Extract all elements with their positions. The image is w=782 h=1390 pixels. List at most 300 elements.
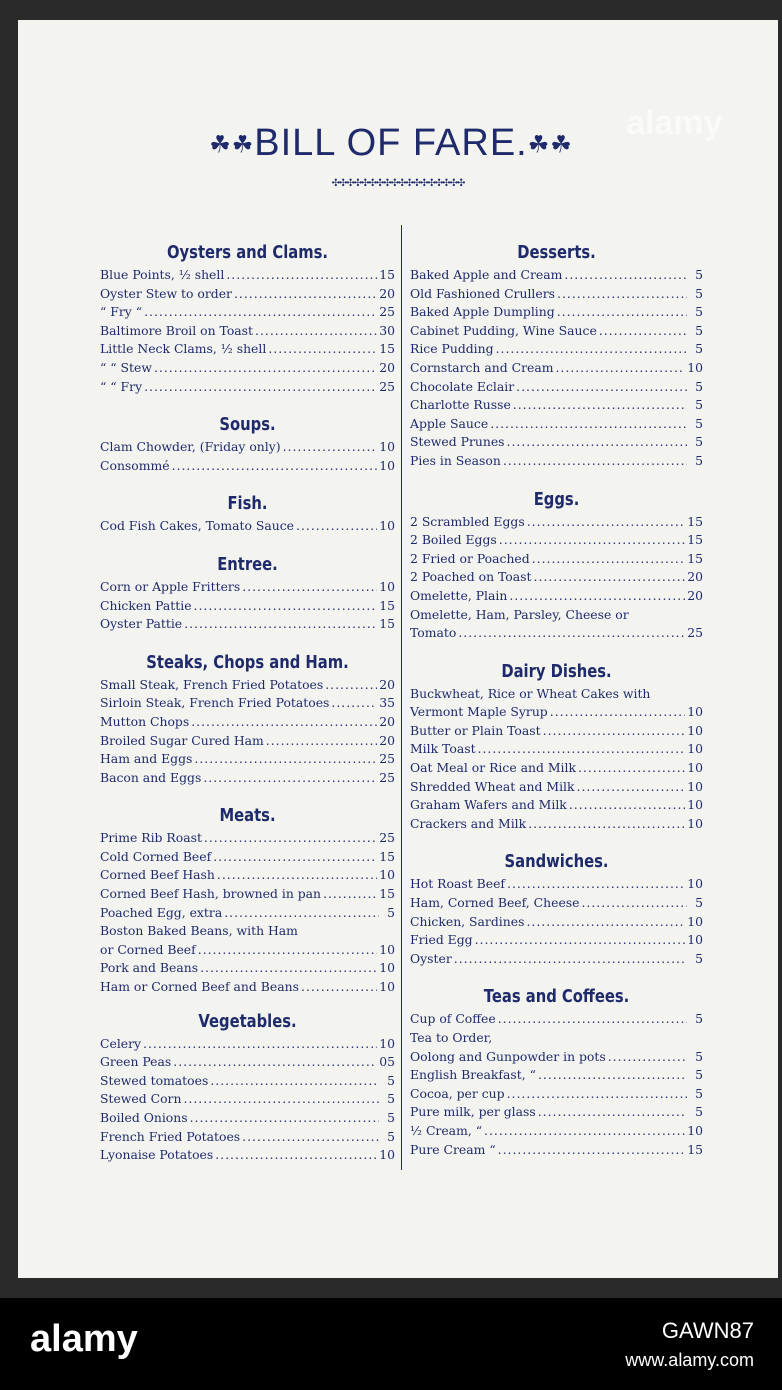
item-price: 10	[379, 518, 395, 534]
leader-dots	[194, 750, 377, 769]
item-name: Ham and Eggs	[100, 751, 193, 767]
menu-item	[100, 597, 395, 616]
watermark: alamy	[626, 104, 723, 142]
item-name: Corn or Apple Fritters	[100, 578, 241, 594]
item-price: 15	[379, 616, 395, 632]
leader-dots	[234, 285, 377, 304]
item-name: Cabinet Pudding, Wine Sauce	[410, 322, 597, 338]
leader-dots	[528, 815, 685, 834]
item-name: Buckwheat, Rice or Wheat Cakes with	[410, 685, 651, 701]
item-name: Prime Rib Roast	[100, 830, 202, 846]
item-price: 5	[695, 895, 703, 911]
item-name: English Breakfast, “	[410, 1067, 536, 1083]
item-price: 5	[695, 452, 703, 468]
item-price: 10	[379, 1147, 395, 1163]
menu-item	[410, 1029, 703, 1048]
menu-item	[100, 885, 395, 904]
leader-dots	[513, 396, 687, 415]
item-price: 15	[379, 267, 395, 282]
menu-item	[100, 866, 395, 885]
item-name: Chicken Pattie	[100, 597, 192, 613]
item-price: 15	[379, 886, 395, 902]
leader-dots	[204, 829, 377, 848]
item-price: 5	[387, 1128, 395, 1144]
clover-ornament-icon: ☘☘	[527, 131, 573, 159]
leader-dots	[581, 894, 687, 913]
item-price: 10	[687, 1122, 703, 1138]
leader-dots	[534, 568, 686, 587]
site-url: www.alamy.com	[625, 1350, 754, 1370]
item-name: Ham or Corned Beef and Beans	[100, 979, 299, 995]
menu-item	[410, 1141, 703, 1160]
item-name: Pure milk, per glass	[410, 1104, 536, 1120]
leader-dots	[191, 713, 377, 732]
item-name: Cold Corned Beef	[100, 848, 212, 864]
menu-item	[410, 759, 703, 778]
item-price: 05	[379, 1054, 395, 1070]
item-price: 5	[387, 1091, 395, 1107]
menu-item	[100, 732, 395, 751]
menu-item	[410, 452, 703, 471]
leader-dots	[301, 978, 377, 997]
menu-item	[410, 740, 703, 759]
item-price: 10	[687, 932, 703, 948]
section-heading: Teas and Coffees.	[483, 986, 630, 1008]
menu-item	[410, 1122, 703, 1141]
item-name: Pork and Beans	[100, 960, 199, 976]
leader-dots	[496, 340, 687, 359]
menu-item	[100, 978, 395, 997]
leader-dots	[154, 359, 377, 378]
leader-dots	[499, 531, 685, 550]
item-name: Butter or Plain Toast	[410, 722, 541, 738]
item-price: 5	[387, 1110, 395, 1125]
item-name: Bacon and Eggs	[100, 769, 202, 785]
menu-item	[410, 1085, 703, 1104]
leader-dots	[507, 875, 685, 894]
item-price: 15	[379, 597, 395, 613]
menu-item	[410, 322, 703, 341]
item-name: “ “ Stew	[100, 359, 152, 375]
leader-dots	[516, 378, 687, 397]
item-name: Fried Egg	[410, 932, 473, 948]
menu-item	[410, 796, 703, 815]
menu-item	[410, 875, 703, 894]
item-name: Broiled Sugar Cured Ham	[100, 732, 264, 748]
leader-dots	[173, 1053, 377, 1072]
menu-item	[410, 703, 703, 722]
leader-dots	[490, 415, 687, 434]
item-name: Baked Apple Dumpling	[410, 304, 555, 320]
menu-item	[100, 922, 395, 941]
leader-dots	[325, 676, 377, 695]
leader-dots	[266, 732, 377, 751]
item-price: 5	[695, 285, 703, 301]
section-heading: Fish.	[227, 493, 268, 515]
item-price: 10	[687, 722, 703, 738]
title-text: BILL OF FARE.	[254, 122, 528, 164]
menu-item	[100, 615, 395, 634]
menu-item	[100, 941, 395, 960]
item-name: Cod Fish Cakes, Tomato Sauce	[100, 518, 294, 534]
menu-item	[410, 266, 703, 285]
leader-dots	[331, 694, 377, 713]
menu-item	[100, 1128, 395, 1147]
menu-item	[410, 513, 703, 532]
menu-item	[100, 904, 395, 923]
item-price: 15	[687, 513, 703, 529]
item-price: 10	[379, 1035, 395, 1051]
item-price: 5	[695, 322, 703, 338]
item-price: 5	[695, 415, 703, 431]
menu-item	[410, 587, 703, 606]
item-name: Cup of Coffee	[410, 1011, 496, 1027]
leader-dots	[190, 1109, 379, 1128]
leader-dots	[498, 1010, 687, 1029]
image-id: GAWN87	[661, 1318, 754, 1343]
menu-item	[100, 848, 395, 867]
leader-dots	[213, 848, 377, 867]
item-name: ½ Cream, “	[410, 1122, 483, 1138]
leader-dots	[215, 1146, 377, 1165]
item-price: 10	[687, 741, 703, 757]
item-price: 5	[695, 304, 703, 320]
leader-dots	[527, 513, 686, 532]
item-price: 15	[687, 550, 703, 566]
menu-section	[410, 240, 703, 471]
leader-dots	[198, 941, 377, 960]
menu-item	[100, 438, 395, 457]
leader-dots	[255, 322, 377, 341]
item-price: 20	[379, 359, 395, 375]
leader-dots	[144, 303, 377, 322]
item-name: Charlotte Russe	[410, 397, 511, 413]
menu-item	[100, 322, 395, 341]
item-name: Hot Roast Beef	[410, 876, 505, 892]
leader-dots	[569, 796, 685, 815]
menu-item	[410, 931, 703, 950]
menu-item	[410, 913, 703, 932]
item-name: Boston Baked Beans, with Ham	[100, 923, 298, 939]
item-price: 20	[687, 587, 703, 603]
menu-item	[100, 1072, 395, 1091]
menu-item	[100, 266, 395, 285]
menu-section	[100, 552, 395, 634]
item-price: 5	[695, 434, 703, 450]
menu-item	[100, 359, 395, 378]
leader-dots	[242, 578, 377, 597]
item-price: 10	[687, 760, 703, 776]
menu-section	[100, 240, 395, 396]
leader-dots	[555, 359, 685, 378]
item-name: Consommé	[100, 457, 170, 473]
item-name: French Fried Potatoes	[100, 1128, 241, 1144]
menu-item	[100, 1146, 395, 1165]
item-name: Stewed Corn	[100, 1091, 182, 1107]
menu-item	[410, 378, 703, 397]
menu-item	[410, 359, 703, 378]
menu-item	[410, 1066, 703, 1085]
menu-item	[100, 694, 395, 713]
menu-item	[100, 1109, 395, 1128]
menu-item	[100, 457, 395, 476]
menu-item	[410, 531, 703, 550]
item-name: Stewed Prunes	[410, 434, 505, 450]
item-name: Oat Meal or Rice and Milk	[410, 760, 576, 776]
menu-item	[100, 1090, 395, 1109]
menu-item	[100, 578, 395, 597]
item-price: 5	[387, 1072, 395, 1088]
leader-dots	[283, 438, 378, 457]
item-name: Pies in Season	[410, 452, 501, 468]
item-price: 20	[379, 732, 395, 748]
item-price: 5	[695, 1104, 703, 1120]
leader-dots	[226, 266, 377, 285]
right-column	[410, 226, 703, 1159]
menu-item	[410, 624, 703, 643]
menu-item	[410, 1103, 703, 1122]
item-price: 10	[687, 704, 703, 720]
item-price: 20	[379, 713, 395, 729]
item-name: 2 Poached on Toast	[410, 569, 532, 585]
item-name: Mutton Chops	[100, 713, 190, 729]
item-name: Oyster	[410, 950, 452, 966]
menu-section	[100, 803, 395, 996]
menu-section	[410, 984, 703, 1159]
item-price: 10	[379, 457, 395, 473]
item-price: 5	[695, 267, 703, 282]
leader-dots	[200, 959, 377, 978]
item-name: Ham, Corned Beef, Cheese	[410, 895, 580, 911]
column-divider	[401, 225, 402, 1170]
leader-dots	[172, 457, 378, 476]
item-price: 10	[379, 960, 395, 976]
clover-ornament-icon: ☘☘	[209, 131, 255, 159]
item-name: Tomato	[410, 625, 457, 641]
item-name: Celery	[100, 1035, 142, 1051]
item-price: 25	[379, 830, 395, 846]
leader-dots	[475, 931, 686, 950]
leader-dots	[203, 769, 377, 788]
item-price: 10	[687, 359, 703, 375]
item-price: 10	[379, 867, 395, 883]
item-name: “ Fry “	[100, 304, 143, 320]
item-name: Small Steak, French Fried Potatoes	[100, 676, 324, 692]
item-name: Oolong and Gunpowder in pots	[410, 1048, 606, 1064]
menu-item	[410, 778, 703, 797]
leader-dots	[242, 1128, 379, 1147]
leader-dots	[210, 1072, 379, 1091]
menu-item	[410, 285, 703, 304]
item-price: 5	[387, 904, 395, 920]
item-name: or Corned Beef	[100, 941, 196, 957]
menu-section	[410, 659, 703, 834]
item-name: Oyster Pattie	[100, 616, 183, 632]
item-price: 20	[687, 569, 703, 585]
footer-brand: alamy	[30, 1318, 138, 1360]
item-name: Green Peas	[100, 1054, 172, 1070]
item-name: Baked Apple and Cream	[410, 267, 563, 282]
item-price: 15	[687, 1141, 703, 1157]
menu-item	[100, 285, 395, 304]
leader-dots	[538, 1103, 687, 1122]
menu-item	[410, 340, 703, 359]
menu-item	[100, 676, 395, 695]
item-name: Blue Points, ½ shell	[100, 267, 225, 282]
item-price: 35	[379, 695, 395, 711]
item-name: Crackers and Milk	[410, 815, 527, 831]
item-price: 15	[687, 532, 703, 548]
leader-dots	[509, 587, 685, 606]
menu-item	[410, 1048, 703, 1067]
item-name: Stewed tomatoes	[100, 1072, 209, 1088]
item-price: 5	[695, 378, 703, 394]
leader-dots	[296, 517, 377, 536]
item-name: Cornstarch and Cream	[410, 359, 554, 375]
leader-dots	[550, 703, 685, 722]
item-name: Omelette, Ham, Parsley, Cheese or	[410, 606, 629, 622]
item-name: Vermont Maple Syrup	[410, 704, 548, 720]
item-name: Baltimore Broil on Toast	[100, 322, 254, 338]
item-name: Corned Beef Hash, browned in pan	[100, 886, 322, 902]
menu-item	[410, 722, 703, 741]
item-name: Oyster Stew to order	[100, 285, 232, 301]
item-price: 25	[379, 378, 395, 394]
item-price: 10	[687, 815, 703, 831]
leader-dots	[557, 285, 687, 304]
leader-dots	[323, 885, 377, 904]
leader-dots	[183, 1090, 379, 1109]
item-price: 5	[695, 1085, 703, 1101]
item-price: 30	[379, 322, 395, 338]
menu-item	[100, 713, 395, 732]
item-price: 5	[695, 1048, 703, 1064]
menu-item	[100, 829, 395, 848]
leader-dots	[538, 1066, 687, 1085]
menu-item	[100, 1035, 395, 1054]
item-price: 20	[379, 285, 395, 301]
section-heading: Meats.	[219, 805, 276, 827]
menu-section	[410, 487, 703, 643]
leader-dots	[143, 1035, 377, 1054]
menu-section	[100, 650, 395, 788]
menu-section	[100, 412, 395, 475]
menu-item	[410, 894, 703, 913]
item-name: Milk Toast	[410, 741, 476, 757]
item-price: 10	[687, 913, 703, 929]
item-name: Corned Beef Hash	[100, 867, 215, 883]
item-price: 15	[379, 848, 395, 864]
leader-dots	[532, 550, 686, 569]
leader-dots	[608, 1048, 687, 1067]
leader-dots	[484, 1122, 685, 1141]
item-name: “ “ Fry	[100, 378, 143, 394]
leader-dots	[599, 322, 687, 341]
menu-section	[100, 491, 395, 536]
item-price: 5	[695, 1067, 703, 1083]
item-name: Chicken, Sardines	[410, 913, 525, 929]
section-heading: Dairy Dishes.	[501, 660, 612, 682]
leader-dots	[224, 904, 379, 923]
item-name: Apple Sauce	[410, 415, 489, 431]
menu-item	[100, 303, 395, 322]
leader-dots	[526, 913, 685, 932]
item-price: 25	[687, 625, 703, 641]
item-price: 15	[379, 341, 395, 357]
item-price: 25	[379, 751, 395, 767]
left-column	[100, 226, 395, 1165]
decorative-rule-icon: ✣✣✣✣✣✣✣✣✣✣✣✣✣✣✣✣✣✣	[331, 178, 465, 189]
leader-dots	[557, 303, 687, 322]
item-name: Chocolate Eclair	[410, 378, 515, 394]
item-name: Pure Cream “	[410, 1141, 496, 1157]
item-price: 10	[687, 778, 703, 794]
item-price: 5	[695, 341, 703, 357]
item-name: Omelette, Plain	[410, 587, 508, 603]
leader-dots	[184, 615, 377, 634]
item-price: 5	[695, 950, 703, 966]
item-price: 10	[379, 941, 395, 957]
menu-item	[410, 606, 703, 625]
item-name: 2 Boiled Eggs	[410, 532, 497, 548]
item-name: Cocoa, per cup	[410, 1085, 505, 1101]
menu-item	[410, 685, 703, 704]
menu-item	[100, 517, 395, 536]
leader-dots	[498, 1141, 686, 1160]
menu-item	[100, 750, 395, 769]
item-name: Tea to Order,	[410, 1030, 493, 1045]
item-price: 10	[379, 578, 395, 594]
section-heading: Eggs.	[533, 488, 580, 510]
menu-item	[100, 769, 395, 788]
menu-item	[410, 550, 703, 569]
leader-dots	[503, 452, 687, 471]
menu-item	[410, 433, 703, 452]
section-heading: Sandwiches.	[504, 851, 609, 873]
item-name: Old Fashioned Crullers	[410, 285, 556, 301]
item-price: 10	[687, 876, 703, 892]
leader-dots	[578, 759, 685, 778]
item-price: 10	[379, 439, 395, 455]
menu-item	[100, 340, 395, 359]
leader-dots	[217, 866, 377, 885]
item-price: 5	[695, 397, 703, 413]
menu-section	[410, 849, 703, 968]
item-name: Graham Wafers and Milk	[410, 797, 567, 813]
menu-item	[410, 1010, 703, 1029]
menu-item	[410, 396, 703, 415]
leader-dots	[543, 722, 686, 741]
item-price: 5	[695, 1011, 703, 1027]
item-name: Little Neck Clams, ½ shell	[100, 341, 267, 357]
item-name: Lyonaise Potatoes	[100, 1147, 214, 1163]
item-name: Clam Chowder, (Friday only)	[100, 439, 281, 455]
item-price: 25	[379, 304, 395, 320]
item-name: Boiled Onions	[100, 1110, 188, 1125]
leader-dots	[564, 266, 687, 285]
item-name: Rice Pudding	[410, 341, 494, 357]
menu-item	[410, 815, 703, 834]
section-heading: Desserts.	[517, 242, 596, 263]
section-heading: Soups.	[219, 414, 276, 436]
item-price: 25	[379, 769, 395, 785]
item-name: Sirloin Steak, French Fried Potatoes	[100, 695, 330, 711]
menu-item	[100, 378, 395, 397]
menu-item	[410, 568, 703, 587]
item-price: 20	[379, 676, 395, 692]
menu-section	[100, 1009, 395, 1165]
leader-dots	[268, 340, 377, 359]
